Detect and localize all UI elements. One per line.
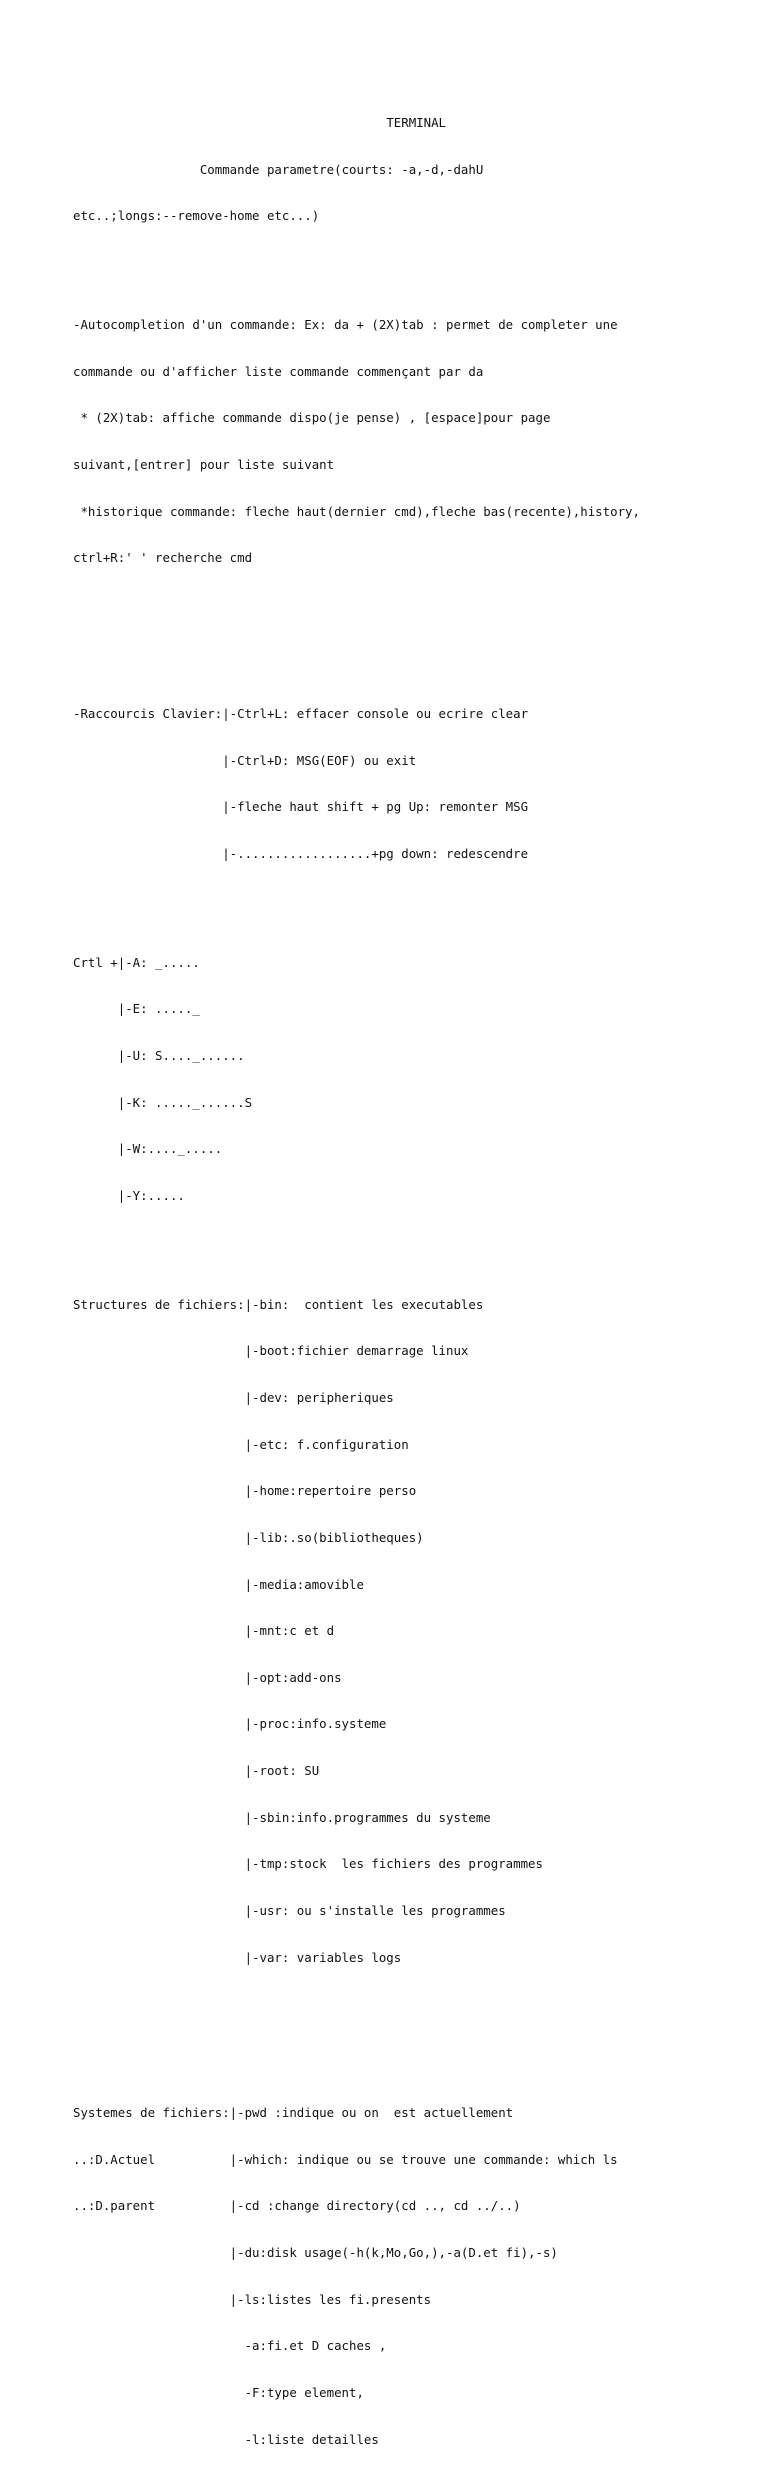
- blank-line: [73, 2043, 743, 2059]
- document-title: TERMINAL: [386, 115, 446, 131]
- file-structure-line: |-usr: ou s'installe les programmes: [73, 1902, 506, 1918]
- ctrl-shortcut-line: |-Y:.....: [73, 1187, 185, 1203]
- file-structure-line: |-var: variables logs: [73, 1949, 402, 1965]
- file-structure-line: |-opt:add-ons: [73, 1669, 342, 1685]
- autocompletion-line: *historique commande: fleche haut(dernier cmd),fleche bas(recente),history,: [73, 503, 640, 519]
- autocompletion-line: ctrl+R:' ' recherche cmd: [73, 550, 253, 566]
- file-structure-line: |-home:repertoire perso: [73, 1483, 417, 1499]
- file-structure-line: |-media:amovible: [73, 1576, 364, 1592]
- file-system-line: -l:liste detailles: [73, 2431, 379, 2447]
- file-system-line: ..:D.Actuel |-which: indique ou se trouve une commande: which ls: [73, 2151, 618, 2167]
- ctrl-shortcut-line: |-K: ....._......S: [73, 1094, 253, 1110]
- blank-line: [73, 644, 743, 660]
- blank-line: [73, 892, 743, 908]
- document-subtitle: Commande parametre(courts: -a,-d,-dahU: [199, 161, 484, 177]
- document-body: [73, 84, 743, 2478]
- file-structure-line: |-root: SU: [73, 1763, 320, 1779]
- keyboard-shortcut-line: |-Ctrl+D: MSG(EOF) ou exit: [73, 752, 417, 768]
- ctrl-shortcut-line: |-E: ....._: [73, 1001, 200, 1017]
- file-structure-line: |-mnt:c et d: [73, 1623, 335, 1639]
- file-system-line: -a:fi.et D caches ,: [73, 2338, 387, 2354]
- file-structure-line: |-etc: f.configuration: [73, 1436, 409, 1452]
- autocompletion-line: * (2X)tab: affiche commande dispo(je pense) , [espace]pour page: [73, 410, 551, 426]
- autocompletion-line: suivant,[entrer] pour liste suivant: [73, 457, 335, 473]
- keyboard-shortcut-line: |-fleche haut shift + pg Up: remonter MSG: [73, 799, 529, 815]
- file-system-line: ..:D.parent |-cd :change directory(cd .., cd ../..): [73, 2198, 521, 2214]
- file-system-line: Systemes de fichiers:|-pwd :indique ou on est actuellement: [73, 2105, 514, 2121]
- blank-line: [73, 1234, 743, 1250]
- blank-line: [73, 597, 743, 613]
- autocompletion-line: -Autocompletion d'un commande: Ex: da + (2X)tab : permet de completer une: [73, 317, 618, 333]
- file-structure-line: |-proc:info.systeme: [73, 1716, 387, 1732]
- file-structure-line: |-dev: peripheriques: [73, 1389, 394, 1405]
- blank-line: [73, 255, 743, 271]
- file-structure-line: |-boot:fichier demarrage linux: [73, 1343, 469, 1359]
- file-system-line: -F:type element,: [73, 2384, 364, 2400]
- ctrl-shortcut-line: Crtl +|-A: _.....: [73, 954, 200, 970]
- keyboard-shortcut-line: -Raccourcis Clavier:|-Ctrl+L: effacer console ou ecrire clear: [73, 705, 529, 721]
- blank-line: [73, 1996, 743, 2012]
- document-subtitle-continued: etc..;longs:--remove-home etc...): [73, 208, 320, 224]
- file-system-line: |-ls:listes les fi.presents: [73, 2291, 432, 2307]
- autocompletion-line: commande ou d'afficher liste commande commençant par da: [73, 363, 484, 379]
- ctrl-shortcut-line: |-U: S...._......: [73, 1047, 245, 1063]
- ctrl-shortcut-line: |-W:...._.....: [73, 1141, 223, 1157]
- keyboard-shortcut-line: |-..................+pg down: redescendre: [73, 845, 529, 861]
- file-structure-line: Structures de fichiers:|-bin: contient les executables: [73, 1296, 484, 1312]
- file-structure-line: |-lib:.so(bibliotheques): [73, 1529, 424, 1545]
- file-structure-line: |-tmp:stock les fichiers des programmes: [73, 1856, 543, 1872]
- file-system-line: |-du:disk usage(-h(k,Mo,Go,),-a(D.et fi),-s): [73, 2245, 558, 2261]
- file-structure-line: |-sbin:info.programmes du systeme: [73, 1809, 491, 1825]
